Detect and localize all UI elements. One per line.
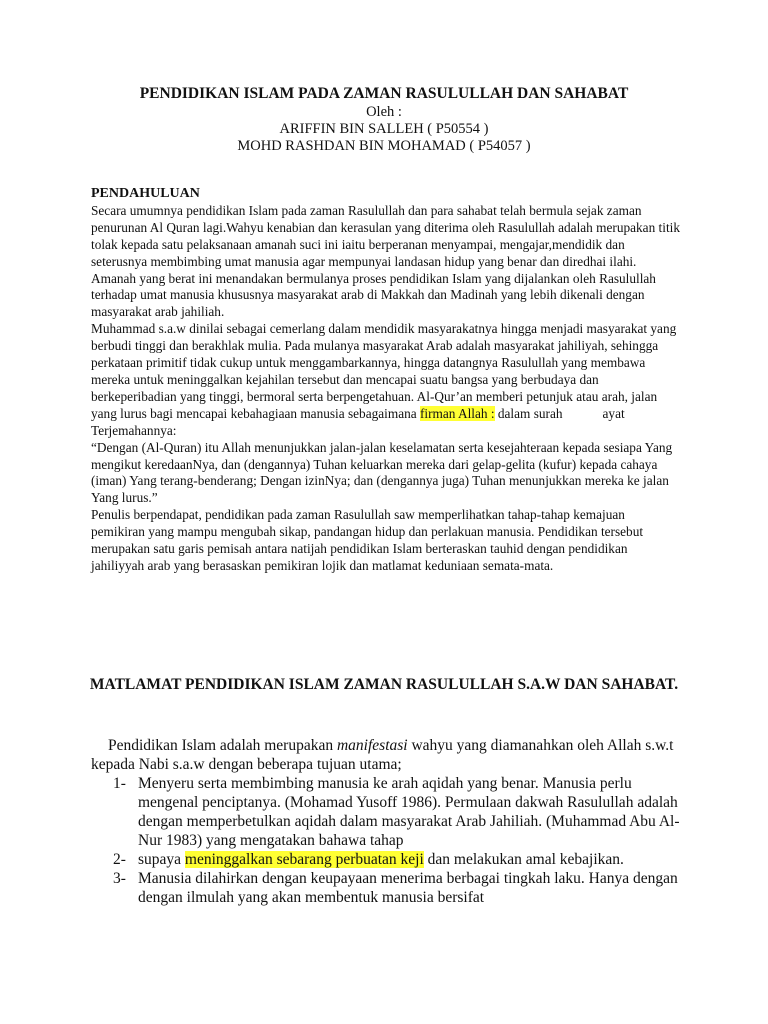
list-item <box>91 869 691 907</box>
matlamat-intro-text: Pendidikan Islam adalah merupakan <box>108 737 337 754</box>
matlamat-intro-rest: wahyu yang diamanahkan oleh Allah s.w.t kepada Nabi s.a.w dengan beberapa tujuan utama; <box>91 737 674 773</box>
author-1: ARIFFIN BIN SALLEH ( P50554 ) <box>279 121 489 137</box>
document-header <box>0 84 768 155</box>
italic-manifestasi: manifestasi <box>336 737 408 754</box>
author-2: MOHD RASHDAN BIN MOHAMAD ( P54057 ) <box>237 138 531 154</box>
document-title: PENDIDIKAN ISLAM PADA ZAMAN RASULULLAH DAN SAHABAT <box>139 85 629 102</box>
list-item-text: Manusia dilahirkan dengan keupayaan menerima berbagai tingkah laku. Hanya dengan dengan ilmulah yang akan membentuk manusia bersifat <box>138 870 678 906</box>
paragraph-2-ayat: ayat <box>602 405 625 421</box>
highlight-meninggalkan: meninggalkan sebarang perbuatan keji <box>184 851 424 868</box>
paragraph-3: Penulis berpendapat, pendidikan pada zaman Rasulullah saw memperlihatkan tahap-tahap kemajuan pemikiran yang mampu mengubah sikap, pandangan hidup dan perlakuan manusia. Pendidikan tersebut merupakan satu garis pemisah antara natijah pendidikan Islam berteraskan tauhid dengan pendidikan jahiliyyah arab yang berasaskan pemikiran lojik dan matlamat keduniaan semata-mata. <box>91 507 644 573</box>
paragraph-2-surah: dalam surah <box>494 405 563 421</box>
list-item-text: Menyeru serta membimbing manusia ke arah aqidah yang benar. Manusia perlu mengenal penciptanya. (Mohamad Yusoff 1986). Permulaan dakwah Rasulullah adalah dengan memperbetulkan aqidah dalam masyarakat Arab Jahiliah. (Muhammad Abu Al-Nur 1983) yang mengatakan bahawa tahap <box>138 775 680 849</box>
highlight-firman-allah: firman Allah : <box>419 405 495 421</box>
by-line: Oleh : <box>366 104 402 120</box>
translation-label: Terjemahannya: <box>91 422 177 438</box>
section-heading-pendahuluan: PENDAHULUAN <box>91 186 200 201</box>
list-item-number: 3- <box>113 870 126 887</box>
matlamat-list <box>91 774 691 907</box>
paragraph-2 <box>91 321 681 422</box>
paragraph-1: Secara umumnya pendidikan Islam pada zaman Rasulullah dan para sahabat telah bermula sejak zaman penurunan Al Quran lagi.Wahyu kenabian dan kerasulan yang diterima oleh Rasulullah adalah merupakan titik tolak kepada satu pelaksanaan amanah suci ini iaitu berperanan menyampai, mengajar,mendidik dan seterusnya membimbing umat manusia agar mempunyai landasan hidup yang benar dan diredhai ilahi. Amanah yang berat ini menandakan bermulanya proses pendidikan Islam yang dijalankan oleh Rasulullah terhadap umat manusia khususnya masyarakat arab di Makkah dan Madinah yang lebih dikenali dengan masyarakat arab jahiliah. <box>91 202 680 320</box>
matlamat-section <box>91 736 691 907</box>
list-item-number: 2- <box>113 851 126 868</box>
introduction-section <box>91 186 681 575</box>
list-item-text: supaya <box>138 851 185 868</box>
section-heading-matlamat: MATLAMAT PENDIDIKAN ISLAM ZAMAN RASULULLAH S.A.W DAN SAHABAT. <box>89 676 679 693</box>
list-item-text-rest: dan melakukan amal kebajikan. <box>423 851 624 868</box>
list-item <box>91 850 691 869</box>
quote-paragraph: “Dengan (Al-Quran) itu Allah menunjukkan jalan-jalan keselamatan serta kesejahteraan kepada sesiapa Yang mengikut keredaanNya, dan (dengannya) Tuhan keluarkan mereka dari gelap-gelita (kufur) kepada cahaya (iman) Yang terang-benderang; Dengan izinNya; dan (dengannya juga) Tuhan menunjukkan mereka ke jalan Yang lurus.” <box>91 439 673 506</box>
paragraph-2-text: Muhammad s.a.w dinilai sebagai cemerlang dalam mendidik masyarakatnya hingga menjadi masyarakat yang berbudi tinggi dan berakhlak mulia. Pada mulanya masyarakat Arab adalah masyarakat jahiliyah, sehingga perkataan primitif tidak cukup untuk menggambarkannya, hingga datangnya Rasulullah yang membawa mereka untuk meninggalkan kejahilan tersebut dan mencapai suatu bangsa yang berbudaya dan berkeperibadian yang tinggi, bermoral serta berpengetahuan. Al-Qur’an memberi petunjuk atau arah, jalan yang lurus bagi mencapai kebahagiaan manusia sebagaimana <box>91 321 677 421</box>
list-item-number: 1- <box>113 775 126 792</box>
matlamat-intro <box>91 736 691 774</box>
list-item <box>91 774 691 850</box>
